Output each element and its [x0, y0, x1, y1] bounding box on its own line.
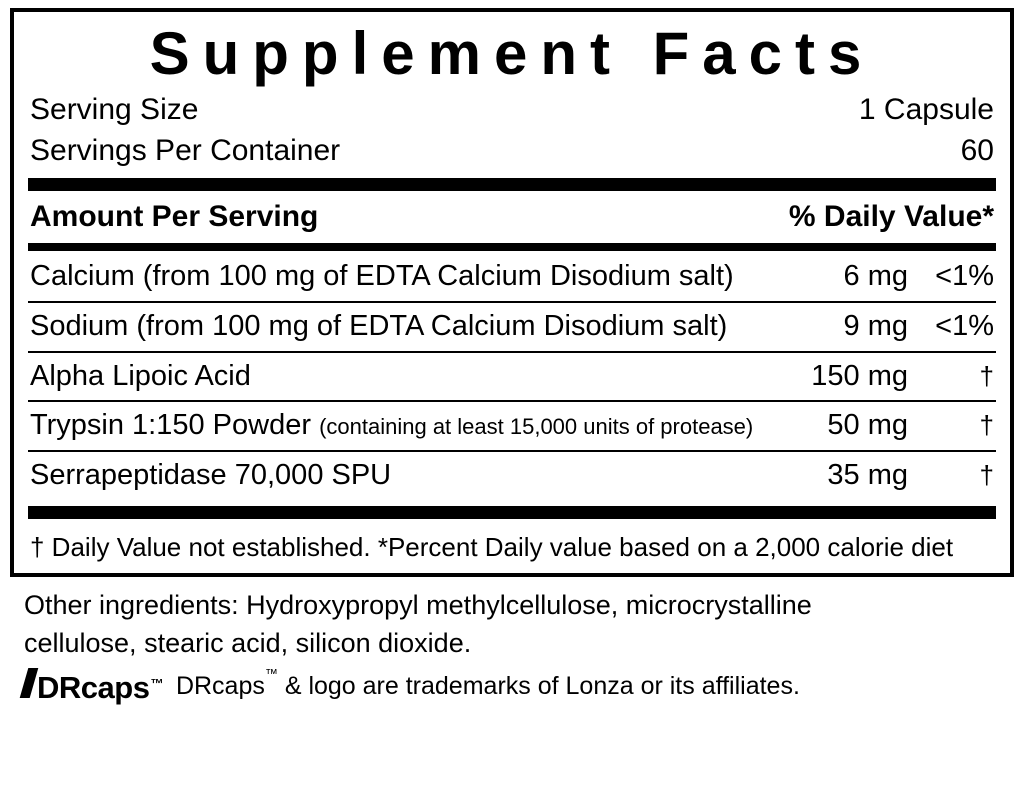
nutrient-name: Alpha Lipoic Acid: [30, 360, 251, 392]
page-title: Supplement Facts: [149, 20, 875, 87]
trademark-tm-symbol: ™: [264, 666, 278, 682]
daily-value-label: % Daily Value*: [788, 199, 994, 233]
trademark-notice-before: DRcaps: [175, 672, 265, 701]
nutrient-name: Calcium (from 100 mg of EDTA Calcium Disodium salt): [30, 260, 734, 292]
nutrient-amount: 50 mg: [827, 409, 908, 442]
serving-size-value: 1 Capsule: [858, 93, 994, 126]
table-row: [28, 253, 996, 301]
servings-per-container-label: Servings Per Container: [30, 134, 341, 168]
nutrient-daily-value: †: [979, 410, 994, 441]
nutrient-amount: 6 mg: [843, 259, 908, 292]
nutrient-name: Serrapeptidase 70,000 SPU: [30, 460, 392, 492]
logo-dr-text: DR: [37, 669, 81, 705]
nutrient-name-main: Trypsin 1:150 Powder: [30, 410, 320, 442]
serving-size-row: [28, 89, 996, 130]
nutrient-daily-value: †: [979, 460, 994, 491]
divider-thick-top: [28, 178, 996, 191]
table-row: [28, 452, 996, 500]
nutrient-daily-value: <1%: [935, 259, 994, 292]
nutrient-daily-value: †: [979, 360, 994, 391]
table-row: [28, 402, 996, 450]
logo-tm-symbol: ™: [150, 675, 163, 691]
drcaps-logo: [24, 668, 162, 706]
trademark-line: [10, 662, 1014, 706]
trademark-notice: [175, 666, 800, 701]
nutrient-name: [30, 410, 817, 442]
servings-per-container-row: [28, 130, 996, 171]
nutrient-name-detail: (containing at least 15,000 units of protease): [319, 414, 754, 440]
table-row: [28, 353, 996, 401]
other-ingredients: Other ingredients: Hydroxypropyl methylcellulose, microcrystalline cellulose, stearic acid, silicon dioxide.: [24, 590, 812, 658]
footnote: † Daily Value not established. *Percent Daily value based on a 2,000 calorie diet: [30, 532, 954, 563]
divider-under-header: [28, 243, 996, 251]
nutrient-amount: 35 mg: [827, 459, 908, 492]
serving-size-label: Serving Size: [30, 93, 199, 126]
nutrient-name: Sodium (from 100 mg of EDTA Calcium Disodium salt): [30, 310, 728, 342]
amount-per-serving-label: Amount Per Serving: [30, 199, 319, 233]
amount-per-serving-header: [28, 196, 996, 239]
nutrient-amount: 9 mg: [843, 309, 908, 342]
supplement-facts-panel: [10, 8, 1014, 577]
logo-caps-text: caps: [80, 669, 150, 705]
nutrient-daily-value: <1%: [935, 309, 994, 342]
divider-thick-bottom: [28, 506, 996, 519]
nutrient-amount: 150 mg: [811, 359, 908, 392]
table-row: [28, 303, 996, 351]
servings-per-container-value: 60: [960, 134, 994, 168]
logo-slash-icon: [20, 668, 39, 698]
trademark-notice-after: & logo are trademarks of Lonza or its affiliates.: [277, 672, 800, 701]
